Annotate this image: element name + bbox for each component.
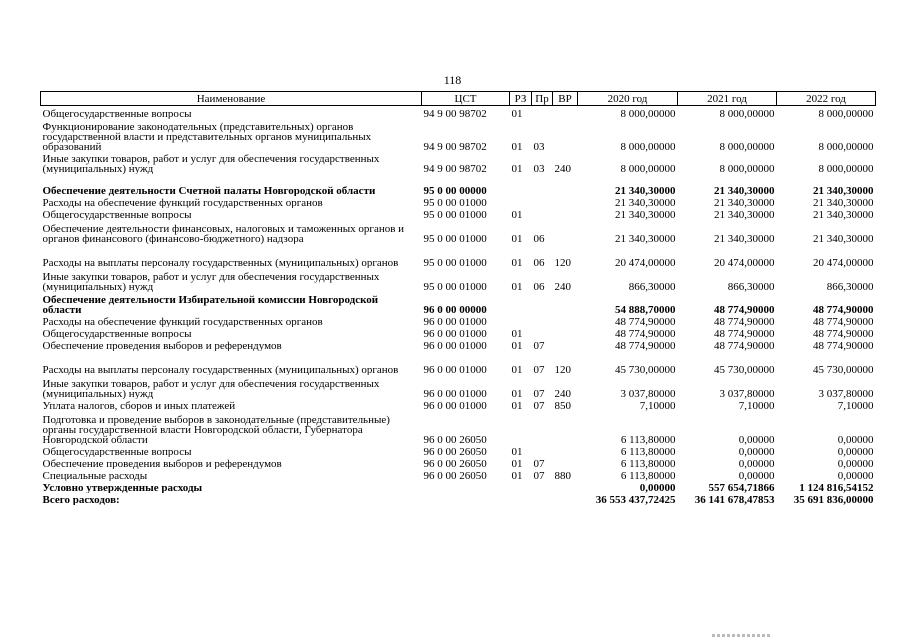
row-name: Обеспечение деятельности Счетной палаты Новгородской области: [42, 184, 376, 196]
row-value-2022: 0,00000: [837, 469, 874, 481]
header-pr: Пр: [532, 92, 553, 106]
row-rz: 01: [511, 280, 523, 292]
row-pr: [532, 292, 553, 315]
row-vr: [553, 220, 578, 244]
row-pr: 06: [533, 232, 545, 244]
row-rz: 01: [511, 107, 523, 119]
row-name: Обеспечение деятельности финансовых, налоговых и таможенных органов и органов финансового (финансово-бюджетного) надзора: [42, 222, 405, 244]
row-value-2022: 1 124 816,54152: [799, 481, 874, 493]
row-cst: 94 9 00 98702: [423, 140, 487, 152]
row-value-2021: 0,00000: [738, 433, 775, 445]
table-row: [41, 292, 876, 315]
table-row: [41, 196, 876, 208]
table-row: [41, 152, 876, 174]
row-pr: 06: [533, 256, 545, 268]
row-value-2020: 45 730,00000: [615, 363, 676, 375]
row-cst: 96 0 00 26050: [423, 469, 487, 481]
row-rz: [510, 292, 532, 315]
row-value-2022: 0,00000: [837, 457, 874, 469]
row-rz: 01: [511, 327, 523, 339]
row-cst: 96 0 00 01000: [423, 387, 487, 399]
row-rz: 01: [511, 339, 523, 351]
row-cst: 95 0 00 01000: [423, 280, 487, 292]
row-value-2021: 557 654,71866: [708, 481, 775, 493]
row-vr: 240: [554, 387, 571, 399]
row-pr: 07: [533, 399, 545, 411]
header-name: Наименование: [41, 92, 422, 106]
row-value-2021: 21 340,30000: [714, 208, 775, 220]
row-cst: 95 0 00 00000: [423, 184, 487, 196]
row-value-2021: 48 774,90000: [714, 339, 775, 351]
table-row: [41, 208, 876, 220]
row-rz: [510, 481, 532, 493]
row-name: Общегосударственные вопросы: [42, 445, 192, 457]
row-pr: 07: [533, 469, 545, 481]
row-value-2020: 54 888,70000: [615, 303, 676, 315]
row-value-2020: 21 340,30000: [615, 232, 676, 244]
row-name: Функционирование законодательных (представительных) органов государственной власти и представительных органов муниципальных образований: [42, 120, 372, 152]
row-pr: 07: [533, 339, 545, 351]
row-vr: [553, 292, 578, 315]
row-value-2020: 48 774,90000: [615, 327, 676, 339]
row-value-2020: 3 037,80000: [620, 387, 676, 399]
table-row: [41, 445, 876, 457]
row-value-2020: 6 113,80000: [620, 433, 676, 445]
page-number: 118: [443, 73, 462, 87]
row-vr: [553, 106, 578, 119]
row-name: Обеспечение деятельности Избирательной комиссии Новгородской области: [42, 293, 379, 315]
row-value-2021: 8 000,00000: [719, 107, 775, 119]
row-value-2022: 20 474,00000: [813, 256, 874, 268]
row-value-2021: 8 000,00000: [719, 140, 775, 152]
row-value-2020: 21 340,30000: [615, 196, 676, 208]
row-pr: 03: [533, 140, 545, 152]
table-row: [41, 493, 876, 505]
row-vr: [553, 327, 578, 339]
row-value-2022: 866,30000: [826, 280, 874, 292]
table-row: [41, 399, 876, 411]
row-vr: 120: [554, 256, 571, 268]
row-cst: 94 9 00 98702: [423, 107, 487, 119]
row-vr: [553, 174, 578, 196]
row-rz: [510, 174, 532, 196]
row-cst: 96 0 00 01000: [423, 327, 487, 339]
row-value-2021: 0,00000: [738, 445, 775, 457]
row-name: Расходы на обеспечение функций государственных органов: [42, 315, 323, 327]
row-rz: [510, 196, 532, 208]
row-value-2020: 866,30000: [628, 280, 676, 292]
row-vr: 240: [554, 162, 571, 174]
row-cst: 95 0 00 01000: [423, 196, 487, 208]
row-pr: [532, 315, 553, 327]
row-rz: 01: [511, 387, 523, 399]
budget-table: [40, 91, 876, 505]
row-name: Общегосударственные вопросы: [42, 208, 192, 220]
row-pr: [532, 106, 553, 119]
row-value-2022: 3 037,80000: [818, 387, 874, 399]
table-row: [41, 481, 876, 493]
row-value-2021: 8 000,00000: [719, 162, 775, 174]
row-value-2021: 0,00000: [738, 469, 775, 481]
row-cst: 96 0 00 01000: [423, 315, 487, 327]
row-value-2021: 48 774,90000: [714, 327, 775, 339]
table-row: [41, 469, 876, 481]
row-value-2020: 48 774,90000: [615, 339, 676, 351]
row-vr: [553, 208, 578, 220]
row-rz: 01: [511, 140, 523, 152]
row-vr: [553, 493, 578, 505]
table-row: [41, 174, 876, 196]
row-rz: 01: [511, 232, 523, 244]
row-rz: [510, 315, 532, 327]
row-value-2020: 20 474,00000: [615, 256, 676, 268]
row-cst: 96 0 00 26050: [423, 433, 487, 445]
row-pr: [532, 411, 553, 445]
row-rz: 01: [511, 162, 523, 174]
table-row: [41, 411, 876, 445]
table-row: [41, 457, 876, 469]
table-row: [41, 351, 876, 375]
row-value-2021: 36 141 678,47853: [694, 493, 775, 505]
row-name: Обеспечение проведения выборов и референдумов: [42, 339, 282, 351]
row-name: Иные закупки товаров, работ и услуг для обеспечения государственных (муниципальных) нужд: [42, 270, 380, 292]
row-value-2021: 21 340,30000: [714, 232, 775, 244]
table-header-row: [41, 92, 876, 106]
row-name: Расходы на обеспечение функций государственных органов: [42, 196, 323, 208]
row-name: Иные закупки товаров, работ и услуг для обеспечения государственных (муниципальных) нужд: [42, 377, 380, 399]
row-pr: 03: [533, 162, 545, 174]
row-pr: [532, 445, 553, 457]
row-value-2021: 48 774,90000: [714, 315, 775, 327]
row-rz: 01: [511, 457, 523, 469]
row-value-2021: 866,30000: [727, 280, 775, 292]
row-vr: [553, 339, 578, 351]
row-cst: 94 9 00 98702: [423, 162, 487, 174]
table-row: [41, 375, 876, 399]
row-value-2022: 0,00000: [837, 445, 874, 457]
header-2021: 2021 год: [678, 92, 777, 106]
row-name: Условно утвержденные расходы: [42, 481, 203, 493]
row-cst: [422, 493, 510, 505]
row-vr: [553, 411, 578, 445]
row-vr: [553, 481, 578, 493]
row-value-2022: 35 691 836,00000: [793, 493, 874, 505]
row-rz: 01: [511, 399, 523, 411]
row-value-2020: 48 774,90000: [615, 315, 676, 327]
row-rz: 01: [511, 208, 523, 220]
row-vr: [553, 119, 578, 152]
row-cst: 95 0 00 01000: [423, 208, 487, 220]
row-vr: [553, 457, 578, 469]
row-value-2021: 0,00000: [738, 457, 775, 469]
row-pr: 06: [533, 280, 545, 292]
table-row: [41, 268, 876, 292]
header-rz: РЗ: [510, 92, 532, 106]
row-value-2022: 21 340,30000: [813, 232, 874, 244]
row-vr: 880: [554, 469, 571, 481]
row-value-2020: 6 113,80000: [620, 469, 676, 481]
row-rz: [510, 493, 532, 505]
row-pr: [532, 174, 553, 196]
row-name: Расходы на выплаты персоналу государственных (муниципальных) органов: [42, 363, 399, 375]
row-cst: 96 0 00 00000: [423, 303, 487, 315]
scan-artifact: [712, 634, 772, 637]
row-pr: 07: [533, 363, 545, 375]
row-value-2020: 36 553 437,72425: [595, 493, 676, 505]
row-name: Всего расходов:: [42, 493, 120, 505]
row-name: Уплата налогов, сборов и иных платежей: [42, 399, 236, 411]
row-value-2020: 8 000,00000: [620, 162, 676, 174]
row-vr: [553, 196, 578, 208]
row-value-2021: 20 474,00000: [714, 256, 775, 268]
row-value-2020: 6 113,80000: [620, 445, 676, 457]
row-value-2020: 0,00000: [639, 481, 676, 493]
row-name: Расходы на выплаты персоналу государственных (муниципальных) органов: [42, 256, 399, 268]
table-row: [41, 106, 876, 119]
row-value-2020: 8 000,00000: [620, 140, 676, 152]
row-pr: 07: [533, 387, 545, 399]
row-cst: 95 0 00 01000: [423, 256, 487, 268]
table-body: [41, 106, 876, 505]
row-rz: 01: [511, 256, 523, 268]
row-value-2020: 7,10000: [639, 399, 676, 411]
row-pr: [532, 493, 553, 505]
row-value-2021: 3 037,80000: [719, 387, 775, 399]
table-row: [41, 119, 876, 152]
header-vr: ВР: [553, 92, 578, 106]
row-value-2022: 21 340,30000: [813, 184, 874, 196]
table-row: [41, 244, 876, 268]
row-cst: 96 0 00 01000: [423, 363, 487, 375]
row-value-2022: 8 000,00000: [818, 162, 874, 174]
header-2020: 2020 год: [578, 92, 678, 106]
row-name: Специальные расходы: [42, 469, 148, 481]
row-pr: [532, 208, 553, 220]
row-name: Общегосударственные вопросы: [42, 327, 192, 339]
row-cst: 96 0 00 26050: [423, 457, 487, 469]
table-row: [41, 327, 876, 339]
row-value-2020: 8 000,00000: [620, 107, 676, 119]
row-cst: 96 0 00 01000: [423, 399, 487, 411]
row-rz: [510, 411, 532, 445]
row-vr: 240: [554, 280, 571, 292]
row-rz: 01: [511, 445, 523, 457]
row-value-2022: 21 340,30000: [813, 208, 874, 220]
row-value-2022: 8 000,00000: [818, 140, 874, 152]
row-name: Общегосударственные вопросы: [42, 107, 192, 119]
row-value-2021: 21 340,30000: [714, 196, 775, 208]
row-value-2022: 48 774,90000: [813, 315, 874, 327]
row-value-2022: 8 000,00000: [818, 107, 874, 119]
row-value-2021: 21 340,30000: [714, 184, 775, 196]
row-value-2022: 7,10000: [837, 399, 874, 411]
header-cst: ЦСТ: [422, 92, 510, 106]
row-rz: 01: [511, 363, 523, 375]
row-value-2020: 21 340,30000: [615, 184, 676, 196]
row-value-2022: 48 774,90000: [813, 327, 874, 339]
row-value-2021: 48 774,90000: [714, 303, 775, 315]
row-rz: 01: [511, 469, 523, 481]
table-row: [41, 315, 876, 327]
row-value-2020: 6 113,80000: [620, 457, 676, 469]
row-cst: 96 0 00 26050: [423, 445, 487, 457]
table-row: [41, 220, 876, 244]
row-value-2021: 7,10000: [738, 399, 775, 411]
row-vr: 120: [554, 363, 571, 375]
row-cst: 96 0 00 01000: [423, 339, 487, 351]
row-name: Подготовка и проведение выборов в законодательные (представительные) органы государственной власти Новгородской области, Губернатора Новгородской области: [42, 413, 390, 445]
row-cst: 95 0 00 01000: [423, 232, 487, 244]
row-pr: 07: [533, 457, 545, 469]
row-value-2022: 45 730,00000: [813, 363, 874, 375]
row-value-2022: 48 774,90000: [813, 303, 874, 315]
header-2022: 2022 год: [777, 92, 876, 106]
row-pr: [532, 196, 553, 208]
row-vr: 850: [554, 399, 571, 411]
row-name: Иные закупки товаров, работ и услуг для обеспечения государственных (муниципальных) нужд: [42, 152, 380, 174]
row-cst: [422, 481, 510, 493]
row-name: Обеспечение проведения выборов и референдумов: [42, 457, 282, 469]
row-vr: [553, 445, 578, 457]
row-value-2020: 21 340,30000: [615, 208, 676, 220]
row-pr: [532, 327, 553, 339]
row-value-2022: 21 340,30000: [813, 196, 874, 208]
table-row: [41, 339, 876, 351]
row-value-2022: 0,00000: [837, 433, 874, 445]
row-vr: [553, 315, 578, 327]
row-value-2022: 48 774,90000: [813, 339, 874, 351]
row-pr: [532, 481, 553, 493]
row-value-2021: 45 730,00000: [714, 363, 775, 375]
